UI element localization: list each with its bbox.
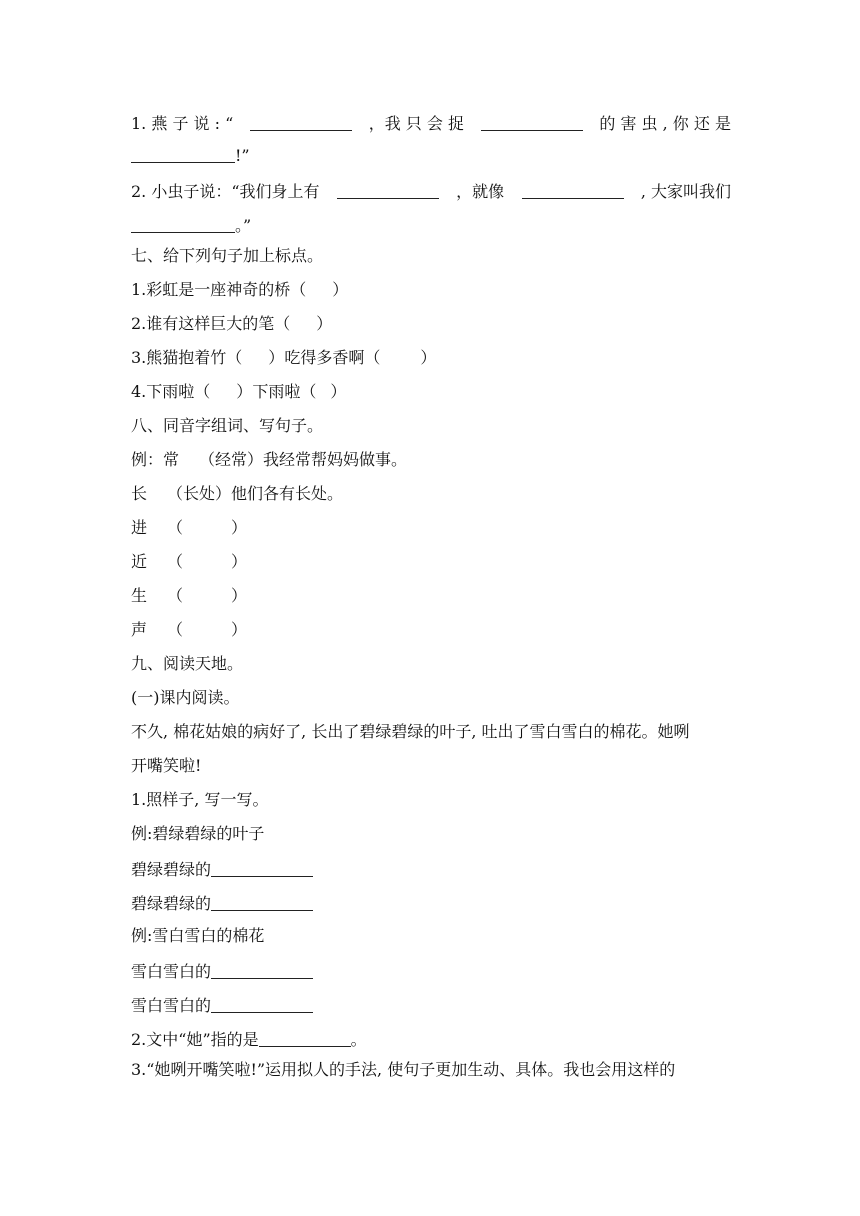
- sentence-text: 2.谁有这样巨大的笔: [131, 314, 275, 333]
- example-word: （长处）: [167, 484, 232, 503]
- q6-item-1-cont: [131, 144, 731, 166]
- open-paren: （: [364, 348, 381, 367]
- q9-task-1: 1.照样子, 写一写。: [131, 790, 269, 809]
- example-sentence: 他们各有长处。: [231, 484, 344, 503]
- q8-example-2: [131, 484, 731, 504]
- q6-item2-mid: ，就像: [456, 182, 505, 201]
- q8-char-row: [131, 620, 731, 640]
- q9-task-2: [131, 1028, 731, 1050]
- q7-sentence-2: [131, 314, 731, 334]
- open-paren: （: [300, 382, 317, 401]
- q6-item1-prefix: 1. 燕 子 说 : “: [131, 114, 234, 133]
- q7-sentence-1: [131, 280, 731, 300]
- q9-example-b: 例:雪白雪白的棉花: [131, 926, 265, 945]
- open-paren: （: [167, 552, 184, 571]
- q7-heading: 七、给下列句子加上标点。: [131, 246, 324, 265]
- open-paren: （: [194, 382, 211, 401]
- close-paren: ）: [330, 382, 347, 401]
- q9-fill-white-1: [131, 960, 731, 982]
- q8-char-row: [131, 518, 731, 538]
- fill-prefix: 雪白雪白的: [131, 996, 212, 1015]
- fill-prefix: 碧绿碧绿的: [131, 894, 212, 913]
- q8-char-row: [131, 552, 731, 572]
- example-word: （经常）: [199, 450, 264, 469]
- q6-item-2: [131, 180, 731, 202]
- answer-blank[interactable]: [211, 894, 313, 911]
- close-paren: ）: [420, 348, 437, 367]
- open-paren: （: [167, 586, 184, 605]
- close-paren: ）: [231, 552, 248, 571]
- sentence-text: 吃得多香啊: [284, 348, 365, 367]
- q9-subheading: (一)课内阅读。: [131, 688, 240, 707]
- q9-heading: 九、阅读天地。: [131, 654, 244, 673]
- task-end: 。: [350, 1030, 367, 1049]
- answer-blank[interactable]: [250, 114, 352, 131]
- close-paren: ）: [231, 620, 248, 639]
- open-paren: （: [274, 314, 291, 333]
- answer-blank[interactable]: [211, 860, 313, 877]
- q6-item2-prefix: 2. 小虫子说：“我们身上有: [131, 182, 320, 201]
- q8-example-1: [131, 450, 731, 470]
- sentence-text: 下雨啦: [252, 382, 301, 401]
- q9-fill-green-2: [131, 892, 731, 914]
- answer-blank[interactable]: [131, 146, 235, 163]
- q6-item2-end: , 大家叫我们: [640, 182, 731, 201]
- q9-task-3: 3.“她咧开嘴笑啦!”运用拟人的手法, 使句子更加生动、具体。我也会用这样的: [131, 1060, 676, 1079]
- answer-blank[interactable]: [259, 1030, 351, 1047]
- answer-blank[interactable]: [211, 962, 313, 979]
- close-paren: ）: [316, 314, 333, 333]
- close-paren: ）: [268, 348, 285, 367]
- open-paren: （: [167, 518, 184, 537]
- example-sentence: 我经常帮妈妈做事。: [263, 450, 408, 469]
- homophone-char: 生: [131, 586, 148, 605]
- open-paren: （: [167, 620, 184, 639]
- q7-sentence-3: [131, 348, 731, 368]
- fill-prefix: 雪白雪白的: [131, 962, 212, 981]
- sentence-text: 3.熊猫抱着竹: [131, 348, 227, 367]
- q9-passage-line-1: 不久, 棉花姑娘的病好了, 长出了碧绿碧绿的叶子, 吐出了雪白雪白的棉花。她咧: [131, 722, 690, 741]
- q9-example-a: 例:碧绿碧绿的叶子: [131, 824, 265, 843]
- answer-blank[interactable]: [131, 216, 235, 233]
- q6-item1-close: !”: [235, 146, 250, 165]
- homophone-char: 声: [131, 620, 148, 639]
- answer-blank[interactable]: [211, 996, 313, 1013]
- q6-item2-close: 。”: [235, 216, 252, 235]
- q9-fill-white-2: [131, 994, 731, 1016]
- task-text: 2.文中“她”指的是: [131, 1030, 259, 1049]
- q6-item-1: [131, 112, 731, 134]
- q8-char-row: [131, 586, 731, 606]
- sentence-text: 1.彩虹是一座神奇的桥: [131, 280, 291, 299]
- homophone-char: 近: [131, 552, 148, 571]
- fill-prefix: 碧绿碧绿的: [131, 860, 212, 879]
- homophone-char: 进: [131, 518, 148, 537]
- answer-blank[interactable]: [337, 182, 439, 199]
- close-paren: ）: [332, 280, 349, 299]
- sentence-text: 4.下雨啦: [131, 382, 195, 401]
- answer-blank[interactable]: [481, 114, 583, 131]
- q8-heading: 八、同音字组词、写句子。: [131, 416, 324, 435]
- open-paren: （: [290, 280, 307, 299]
- example-char: 例：常: [131, 450, 180, 469]
- example-char: 长: [131, 484, 148, 503]
- q7-sentence-4: [131, 382, 731, 402]
- open-paren: （: [226, 348, 243, 367]
- close-paren: ）: [231, 518, 248, 537]
- q9-passage-line-2: 开嘴笑啦!: [131, 756, 202, 775]
- q6-item1-end: 的 害 虫 , 你 还 是: [599, 114, 731, 133]
- answer-blank[interactable]: [522, 182, 624, 199]
- q9-fill-green-1: [131, 858, 731, 880]
- q6-item-2-cont: [131, 214, 731, 236]
- close-paren: ）: [236, 382, 253, 401]
- close-paren: ）: [231, 586, 248, 605]
- q6-item1-mid: ，我 只 会 捉: [368, 114, 464, 133]
